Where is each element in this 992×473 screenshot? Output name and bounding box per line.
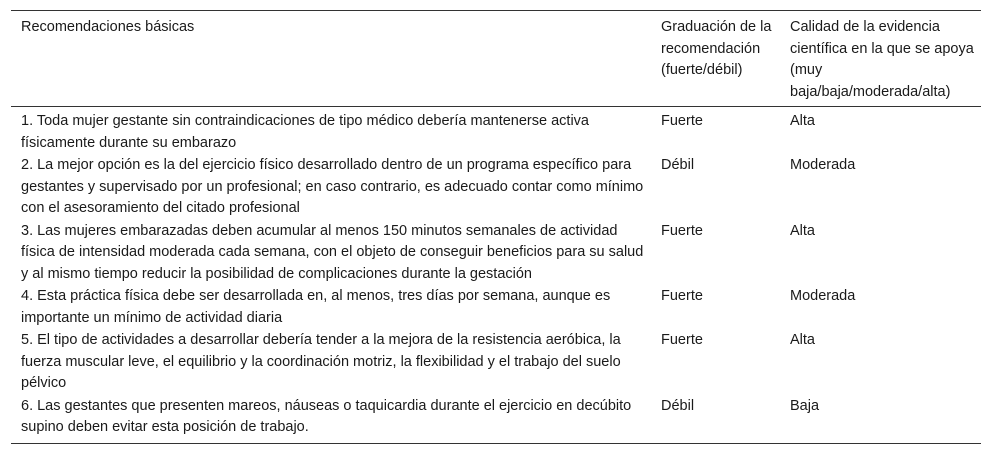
cell-recomendacion: 1. Toda mujer gestante sin contraindicaciones de tipo médico debería mantenerse activa físicamente durante su embarazo — [21, 113, 589, 151]
cell-recomendacion: 3. Las mujeres embarazadas deben acumular al menos 150 minutos semanales de actividad física de intensidad moderada cada semana, con el objeto de conseguir beneficios para su salud y al mismo tiempo reducir la posibilidad de complicaciones durante la gestación — [21, 222, 644, 282]
cell-recomendacion: 4. Esta práctica física debe ser desarrollada en, al menos, tres días por semana, aunque es importante un mínimo de actividad diaria — [21, 288, 611, 326]
cell-recomendacion: 6. Las gestantes que presenten mareos, náuseas o taquicardia durante el ejercicio en decúbito supino deben evitar esta posición de trabajo. — [21, 397, 632, 435]
cell-calidad: Baja — [790, 397, 820, 414]
cell-graduacion: Débil — [661, 157, 695, 173]
cell-recomendacion: 5. El tipo de actividades a desarrollar debería tender a la mejora de la resistencia aeróbica, la fuerza muscular leve, el equilibrio y la coordinación motriz, la flexibilidad y el trabajo del suelo pélvico — [21, 332, 621, 391]
cell-calidad: Alta — [790, 332, 815, 348]
header-row — [11, 11, 981, 107]
recommendations-table — [11, 10, 981, 444]
cell-graduacion: Fuerte — [661, 113, 703, 129]
cell-graduacion: Fuerte — [661, 222, 703, 239]
table-row — [11, 220, 981, 286]
cell-graduacion: Fuerte — [661, 288, 703, 304]
cell-recomendacion: 2. La mejor opción es la del ejercicio físico desarrollado dentro de un programa específico para gestantes y supervisado por un profesional; en caso contrario, es adecuado contar como mínimo con el asesoramiento del citado profesional — [21, 157, 644, 216]
cell-graduacion: Débil — [661, 397, 695, 414]
table-body — [11, 107, 981, 444]
table-row — [11, 329, 981, 395]
header-recomendaciones: Recomendaciones básicas — [21, 19, 195, 35]
table-row — [11, 107, 981, 155]
header-calidad: Calidad de la evidencia científica en la que se apoya (muy baja/baja/moderada/alta) — [790, 19, 974, 100]
recommendations-table-container — [11, 10, 981, 444]
cell-calidad: Alta — [790, 113, 815, 129]
cell-calidad: Moderada — [790, 157, 856, 173]
table-header — [11, 11, 981, 107]
table-row — [11, 154, 981, 220]
header-graduacion: Graduación de la recomendación (fuerte/débil) — [661, 19, 772, 78]
cell-calidad: Moderada — [790, 288, 856, 304]
cell-graduacion: Fuerte — [661, 332, 703, 348]
table-row — [11, 395, 981, 444]
table-row — [11, 285, 981, 329]
cell-calidad: Alta — [790, 222, 815, 239]
